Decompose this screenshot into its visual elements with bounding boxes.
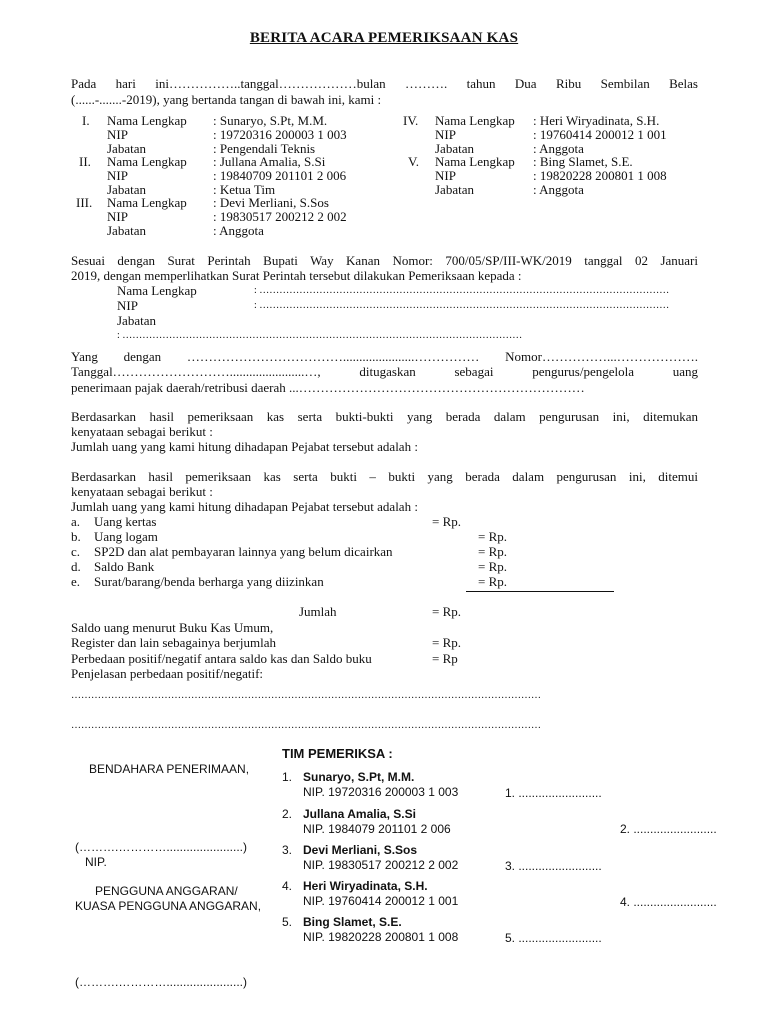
member-value: : 19830517 200212 2 002 [213,209,347,224]
sesuai-line-2: 2019, dengan memperlihatkan Surat Perintah tersebut dilakukan Pemeriksaan kepada : [71,268,522,283]
tim-member-signature: 1. ......................... [505,786,602,800]
yang-dengan-line-3: penerimaan pajak daerah/retribusi daerah ...………………………………………………………… [71,380,585,395]
pengguna-signature-blank: (……….………….......................) [75,975,248,989]
bendahara-nip: NIP. [85,855,107,869]
member-number: IV. [403,113,419,128]
tim-member-number: 4. [282,879,293,893]
item-label: SP2D dan alat pembayaran lainnya yang belum dicairkan [94,544,393,559]
register-value: = Rp. [432,635,462,650]
tim-member-nip: NIP. 1984079 201101 2 006 [303,822,451,836]
member-label: NIP [435,168,456,183]
penjelasan-dots-2: …………………………………………………………………………………………………………………………… [71,720,541,731]
member-number: V. [408,154,419,169]
tim-member-signature: 2. ......................... [620,822,717,836]
tim-member-name: Devi Merliani, S.Sos [303,843,418,857]
item-value: = Rp. [478,559,508,574]
sesuai-line-1: Sesuai dengan Surat Perintah Bupati Way Kanan Nomor: 700/05/SP/III-WK/2019 tanggal 02 Januari [71,253,698,268]
sum-rule [466,591,614,592]
para1-line-2: kenyataan sebagai berikut : [71,424,213,439]
perbedaan-value: = Rp [432,651,458,666]
pengguna-title-1: PENGGUNA ANGGARAN/ [95,884,238,898]
document-title: BERITA ACARA PEMERIKSAAN KAS [249,30,519,46]
item-value: = Rp. [478,574,508,589]
member-number: III. [76,195,93,210]
member-number: I. [82,113,90,128]
member-value: : 19720316 200003 1 003 [213,127,347,142]
target-name-dots: : …………………………………………………………………………………………………………… [254,285,670,296]
tim-member-name: Bing Slamet, S.E. [303,915,402,929]
member-label: Jabatan [107,141,146,156]
item-label: Saldo Bank [94,559,155,574]
tim-member-name: Sunaryo, S.Pt, M.M. [303,770,415,784]
tim-member-number: 2. [282,807,293,821]
target-job-dots: : ………………………………………………………………………………………………………… [117,330,523,341]
tim-member-signature: 5. ......................... [505,931,602,945]
perbedaan-label: Perbedaan positif/negatif antara saldo kas dan Saldo buku [71,651,372,666]
target-name-label: Nama Lengkap [117,283,197,298]
tim-member-number: 1. [282,770,293,784]
item-letter: d. [71,559,81,574]
bendahara-signature-blank: (……….………….......................) [75,840,248,854]
jumlah-value: = Rp. [432,604,462,619]
member-label: Nama Lengkap [107,195,187,210]
tim-member-nip: NIP. 19720316 200003 1 003 [303,785,459,799]
member-value: : Heri Wiryadinata, S.H. [533,113,660,128]
item-label: Surat/barang/benda berharga yang diizinkan [94,574,324,589]
item-value: = Rp. [478,529,508,544]
member-value: : Sunaryo, S.Pt, M.M. [213,113,328,128]
item-label: Uang logam [94,529,158,544]
item-letter: a. [71,514,81,529]
tim-member-name: Jullana Amalia, S.Si [303,807,416,821]
tim-member-signature: 3. ......................... [505,859,602,873]
member-label: Jabatan [107,223,146,238]
penjelasan-label: Penjelasan perbedaan positif/negatif: [71,666,264,681]
register-label: Register dan lain sebagainya berjumlah [71,635,277,650]
tim-member-signature: 4. ......................... [620,895,717,909]
yang-dengan-line-1: Yang dengan ………………………………......................…………… Nomor……………...………………. [71,349,698,364]
item-letter: e. [71,574,81,589]
target-nip-label: NIP [117,298,138,313]
tim-heading: TIM PEMERIKSA : [282,746,393,761]
intro-line-1: Pada hari ini……………..tanggal………………bulan ………. tahun Dua Ribu Sembilan Belas [71,76,698,91]
para1-line-1: Berdasarkan hasil pemeriksaan kas serta bukti-bukti yang berada dalam pengurusan ini, ditemukan [71,409,698,424]
para2-line-3: Jumlah uang yang kami hitung dihadapan Pejabat tersebut adalah : [71,499,418,514]
item-value: = Rp. [432,514,462,529]
penjelasan-dots-1: …………………………………………………………………………………………………………………………… [71,690,541,701]
item-letter: b. [71,529,81,544]
member-number: II. [79,154,91,169]
yang-dengan-line-2: Tanggal……………………….......................…, ditugaskan sebagai pengurus/pengelola uang [71,364,698,379]
member-value: : Ketua Tim [213,182,276,197]
member-value: : Anggota [533,182,584,197]
member-label: Nama Lengkap [107,113,187,128]
member-value: : 19820228 200801 1 008 [533,168,667,183]
member-label: Nama Lengkap [435,113,515,128]
member-label: Nama Lengkap [435,154,515,169]
tim-member-nip: NIP. 19760414 200012 1 001 [303,894,459,908]
member-value: : 19760414 200012 1 001 [533,127,667,142]
member-value: : Devi Merliani, S.Sos [213,195,329,210]
para2-line-2: kenyataan sebagai berikut : [71,484,213,499]
tim-member-nip: NIP. 19830517 200212 2 002 [303,858,459,872]
target-job-label: Jabatan [117,313,156,328]
tim-member-number: 3. [282,843,293,857]
pengguna-title-2: KUASA PENGGUNA ANGGARAN, [75,899,262,913]
member-value: : Anggota [533,141,584,156]
member-value: : Pengendali Teknis [213,141,316,156]
item-label: Uang kertas [94,514,157,529]
member-label: NIP [107,127,128,142]
member-value: : Bing Slamet, S.E. [533,154,633,169]
tim-member-number: 5. [282,915,293,929]
member-value: : Jullana Amalia, S.Si [213,154,326,169]
member-value: : Anggota [213,223,264,238]
para2-line-1: Berdasarkan hasil pemeriksaan kas serta bukti – bukti yang berada dalam pengurusan ini, ditemui [71,469,698,484]
bendahara-title: BENDAHARA PENERIMAAN, [89,762,250,776]
intro-line-2: (......-.......-2019), yang bertanda tangan di bawah ini, kami : [71,92,382,107]
member-label: Jabatan [435,182,474,197]
tim-member-nip: NIP. 19820228 200801 1 008 [303,930,459,944]
item-letter: c. [71,544,81,559]
member-label: NIP [107,209,128,224]
saldo-label: Saldo uang menurut Buku Kas Umum, [71,620,274,635]
tim-member-name: Heri Wiryadinata, S.H. [303,879,428,893]
member-value: : 19840709 201101 2 006 [213,168,347,183]
member-label: NIP [435,127,456,142]
member-label: Jabatan [435,141,474,156]
member-label: NIP [107,168,128,183]
para1-line-3: Jumlah uang yang kami hitung dihadapan Pejabat tersebut adalah : [71,439,418,454]
target-nip-dots: : …………………………………………………………………………………………………………… [254,300,670,311]
member-label: Nama Lengkap [107,154,187,169]
member-label: Jabatan [107,182,146,197]
item-value: = Rp. [478,544,508,559]
jumlah-label: Jumlah [299,604,337,619]
